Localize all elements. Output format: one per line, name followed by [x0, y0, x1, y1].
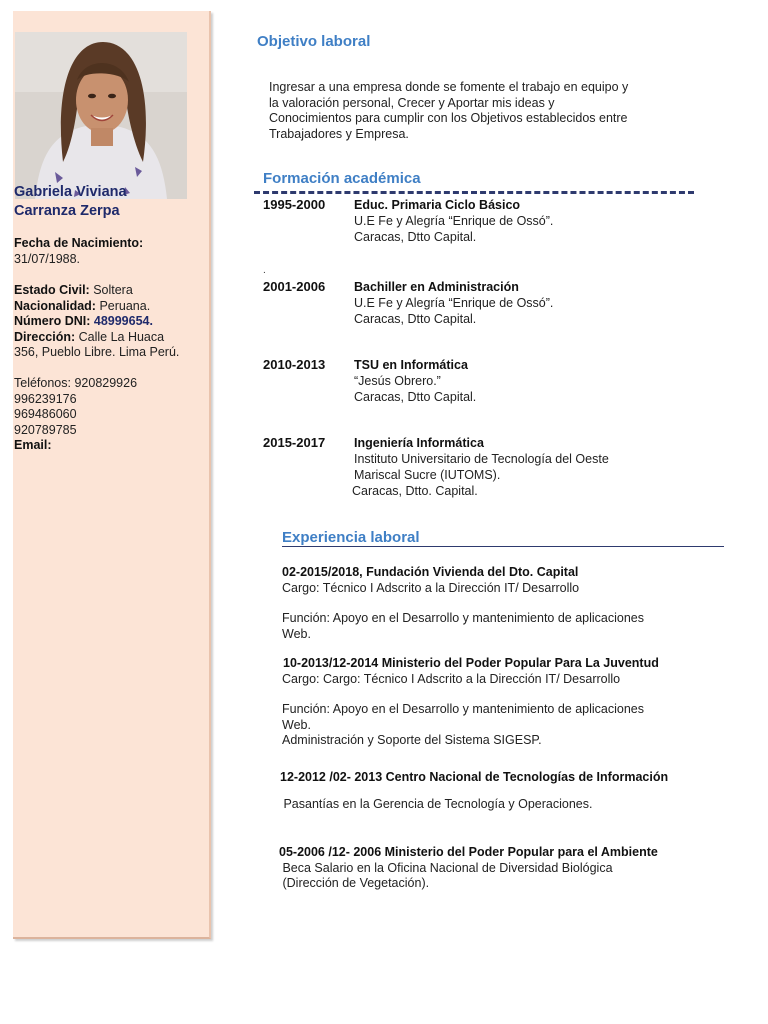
email-label: Email: — [14, 438, 52, 452]
experience-heading: Experiencia laboral — [282, 529, 420, 546]
edu-years-3: 2010-2013 — [263, 357, 326, 372]
experience-entry-2: 10-2013/12-2014 Ministerio del Poder Popular Para La Juventud Cargo: Cargo: Técnico I Adscrito a la Dirección IT/ Desarrollo Función: Apoyo en el Desarrollo y mantenimiento de aplicaciones Web. Administración y Soporte del Sistema SIGESP. — [282, 656, 659, 747]
phone-2: 996239176 — [14, 391, 77, 406]
edu-years-2: 2001-2006 — [263, 279, 326, 294]
birth-label: Fecha de Nacimiento: — [14, 236, 144, 250]
birth-value: 31/07/1988. — [14, 251, 81, 266]
edu-entry-3: TSU en Informática “Jesús Obrero.” Caracas, Dtto Capital. — [354, 358, 477, 404]
education-heading: Formación académica — [263, 170, 421, 187]
objective-text: Ingresar a una empresa donde se fomente el trabajo en equipo y la valoración personal, Crecer y Aportar mis ideas y Conocimientos para cumplir con los Objetivos establecidos entre Trabajadores y Empresa. — [269, 80, 629, 141]
experience-entry-1: 02-2015/2018, Fundación Vivienda del Dto. Capital Cargo: Técnico I Adscrito a la Dirección IT/ Desarrollo Función: Apoyo en el Desarrollo y mantenimiento de aplicaciones Web. — [282, 565, 645, 641]
edu-entry-4: Ingeniería Informática Instituto Universitario de Tecnología del Oeste Mariscal Sucre (IUTOMS). Caracas, Dtto. Capital. — [352, 436, 609, 498]
personal-info — [14, 283, 179, 361]
experience-entry-4: 05-2006 /12- 2006 Ministerio del Poder Popular para el Ambiente Beca Salario en la Oficina Nacional de Diversidad Biológica (Dirección de Vegetación). — [279, 845, 658, 890]
objective-heading: Objetivo laboral — [257, 33, 371, 50]
experience-divider — [282, 546, 724, 547]
nationality-value: Peruana. — [95, 298, 151, 313]
birth-info — [14, 236, 143, 267]
address-value-2: 356, Pueblo Libre. Lima Perú. — [14, 345, 180, 359]
edu-entry-2: Bachiller en Administración U.E Fe y Alegría “Enrique de Ossó”. Caracas, Dtto Capital. — [354, 280, 554, 326]
phone-4: 920789785 — [14, 422, 77, 437]
address-value-1: Calle La Huaca — [75, 329, 165, 344]
dni-value: 48999654. — [90, 314, 153, 328]
experience-entry-3: 12-2012 /02- 2013 Centro Nacional de Tecnologías de Información Pasantías en la Gerencia de Tecnología y Operaciones. — [280, 770, 669, 811]
contact-info — [14, 376, 137, 454]
edu-entry-1: Educ. Primaria Ciclo Básico U.E Fe y Alegría “Enrique de Ossó”. Caracas, Dtto Capital. — [354, 198, 554, 244]
phone-1: 920829926 — [74, 376, 138, 390]
nationality-label: Nacionalidad: — [14, 298, 96, 313]
edu-years-1: 1995-2000 — [263, 197, 326, 212]
profile-photo — [15, 32, 187, 199]
civil-value: Soltera — [89, 283, 133, 297]
civil-label: Estado Civil: — [14, 283, 90, 297]
profile-name: Gabriela Viviana Carranza Zerpa — [14, 184, 127, 219]
stray-dot: . — [263, 265, 266, 276]
phones-label: Teléfonos: — [14, 376, 71, 390]
education-divider — [254, 191, 694, 194]
dni-label: Número DNI: — [14, 314, 91, 328]
address-label: Dirección: — [14, 329, 76, 344]
phone-3: 969486060 — [14, 407, 77, 421]
edu-years-4: 2015-2017 — [263, 435, 326, 450]
